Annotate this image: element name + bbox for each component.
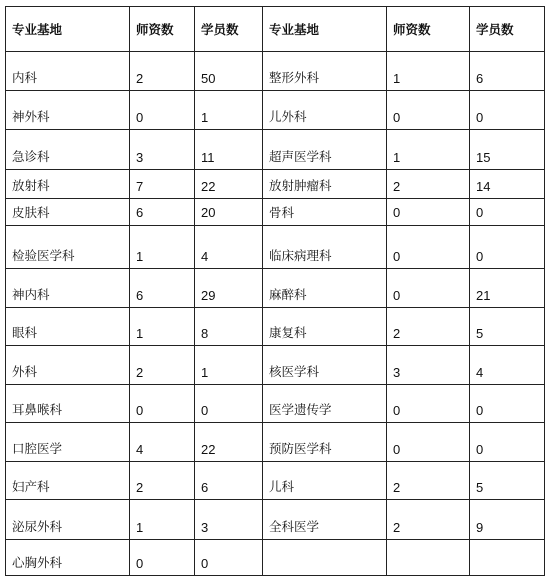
student-count: 6 [195, 462, 263, 500]
teacher-count: 2 [130, 346, 195, 385]
student-count: 1 [195, 346, 263, 385]
table-row [6, 346, 545, 385]
header-teachers-right: 师资数 [387, 7, 470, 52]
teacher-count: 3 [387, 346, 470, 385]
base-name: 整形外科 [263, 52, 387, 91]
table-row [6, 226, 545, 269]
base-name: 耳鼻喉科 [6, 385, 130, 423]
teacher-count: 1 [130, 308, 195, 346]
table-row [6, 52, 545, 91]
teacher-count: 1 [130, 500, 195, 540]
teacher-count: 1 [387, 52, 470, 91]
student-count: 20 [195, 199, 263, 226]
teacher-count: 2 [387, 500, 470, 540]
header-base-left: 专业基地 [6, 7, 130, 52]
teacher-count: 0 [387, 226, 470, 269]
base-name: 皮肤科 [6, 199, 130, 226]
base-name: 超声医学科 [263, 130, 387, 170]
student-count: 50 [195, 52, 263, 91]
base-name: 医学遗传学 [263, 385, 387, 423]
teacher-count: 7 [130, 170, 195, 199]
base-name: 内科 [6, 52, 130, 91]
base-name: 神外科 [6, 91, 130, 130]
teacher-count: 4 [130, 423, 195, 462]
base-name: 核医学科 [263, 346, 387, 385]
student-count: 0 [470, 199, 545, 226]
student-count: 14 [470, 170, 545, 199]
teacher-count: 2 [387, 308, 470, 346]
teacher-count: 0 [387, 385, 470, 423]
student-count: 4 [470, 346, 545, 385]
table-row [6, 385, 545, 423]
teacher-count: 0 [387, 199, 470, 226]
base-name: 儿外科 [263, 91, 387, 130]
header-base-right: 专业基地 [263, 7, 387, 52]
base-name: 全科医学 [263, 500, 387, 540]
student-count: 21 [470, 269, 545, 308]
teacher-count: 1 [130, 226, 195, 269]
table-row [6, 170, 545, 199]
student-count: 0 [470, 226, 545, 269]
base-name: 口腔医学 [6, 423, 130, 462]
base-name: 眼科 [6, 308, 130, 346]
student-count: 3 [195, 500, 263, 540]
table-row [6, 269, 545, 308]
header-teachers-left: 师资数 [130, 7, 195, 52]
student-count: 22 [195, 170, 263, 199]
student-count: 5 [470, 308, 545, 346]
student-count: 4 [195, 226, 263, 269]
student-count: 0 [470, 385, 545, 423]
teacher-count: 0 [387, 91, 470, 130]
staffing-table [5, 6, 545, 576]
table-row [6, 199, 545, 226]
base-name: 临床病理科 [263, 226, 387, 269]
teacher-count: 0 [387, 423, 470, 462]
header-students-right: 学员数 [470, 7, 545, 52]
student-count: 5 [470, 462, 545, 500]
base-name: 放射科 [6, 170, 130, 199]
base-name [263, 540, 387, 576]
base-name: 急诊科 [6, 130, 130, 170]
student-count [470, 540, 545, 576]
table-row [6, 462, 545, 500]
student-count: 0 [470, 91, 545, 130]
teacher-count: 2 [387, 170, 470, 199]
table-row [6, 91, 545, 130]
base-name: 妇产科 [6, 462, 130, 500]
student-count: 8 [195, 308, 263, 346]
teacher-count: 6 [130, 199, 195, 226]
student-count: 1 [195, 91, 263, 130]
student-count: 15 [470, 130, 545, 170]
teacher-count: 6 [130, 269, 195, 308]
student-count: 22 [195, 423, 263, 462]
student-count: 0 [470, 423, 545, 462]
table-row [6, 130, 545, 170]
teacher-count: 2 [130, 52, 195, 91]
teacher-count: 0 [130, 385, 195, 423]
student-count: 11 [195, 130, 263, 170]
student-count: 0 [195, 385, 263, 423]
base-name: 放射肿瘤科 [263, 170, 387, 199]
header-students-left: 学员数 [195, 7, 263, 52]
teacher-count: 2 [130, 462, 195, 500]
student-count: 0 [195, 540, 263, 576]
student-count: 29 [195, 269, 263, 308]
teacher-count: 3 [130, 130, 195, 170]
base-name: 神内科 [6, 269, 130, 308]
student-count: 6 [470, 52, 545, 91]
base-name: 骨科 [263, 199, 387, 226]
teacher-count: 0 [130, 540, 195, 576]
base-name: 心胸外科 [6, 540, 130, 576]
teacher-count: 2 [387, 462, 470, 500]
base-name: 外科 [6, 346, 130, 385]
base-name: 儿科 [263, 462, 387, 500]
teacher-count: 1 [387, 130, 470, 170]
base-name: 检验医学科 [6, 226, 130, 269]
table-row [6, 423, 545, 462]
teacher-count: 0 [387, 269, 470, 308]
teacher-count [387, 540, 470, 576]
teacher-count: 0 [130, 91, 195, 130]
base-name: 预防医学科 [263, 423, 387, 462]
table-row [6, 500, 545, 540]
base-name: 泌尿外科 [6, 500, 130, 540]
base-name: 麻醉科 [263, 269, 387, 308]
student-count: 9 [470, 500, 545, 540]
base-name: 康复科 [263, 308, 387, 346]
table-row [6, 540, 545, 576]
table-row [6, 308, 545, 346]
header-row [6, 7, 545, 52]
